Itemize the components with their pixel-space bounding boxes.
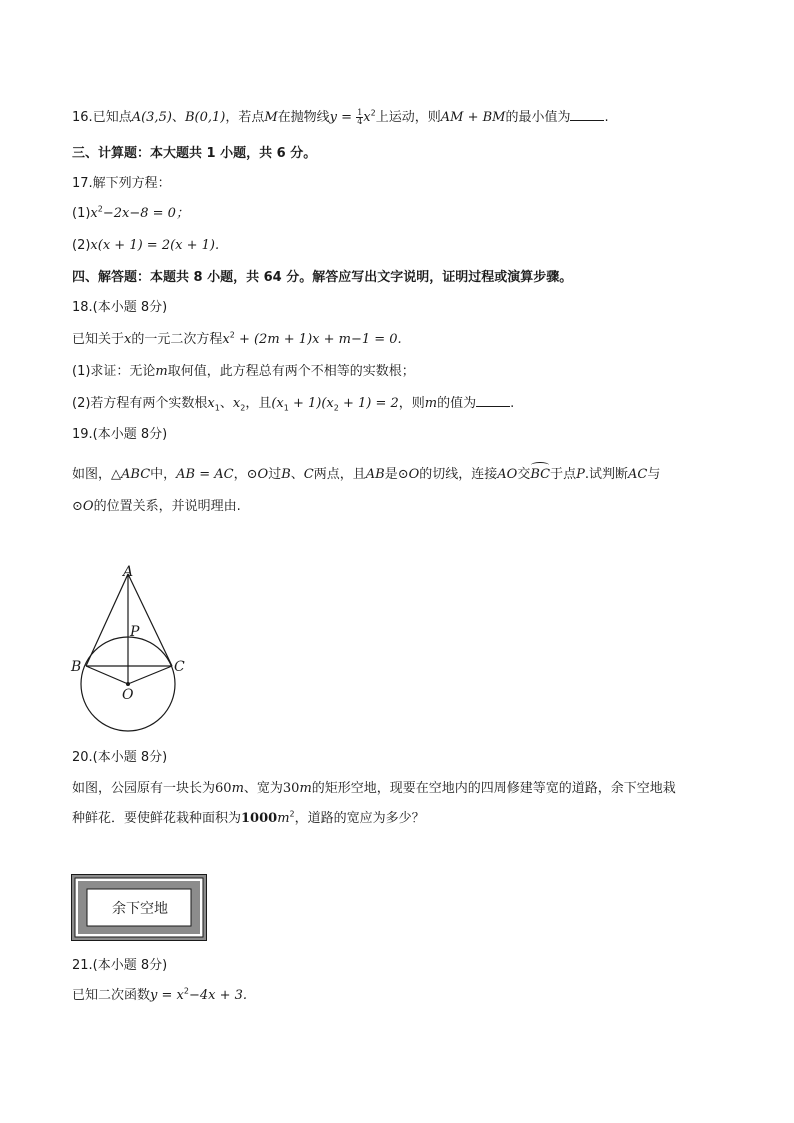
section-4-heading: 四、解答题：本题共 8 小题，共 64 分。解答应写出文字说明，证明过程或演算步骤。 [72,270,573,285]
point-b: B(0,1) [184,110,226,125]
q20-heading: 20.(本小题 8分) [72,750,168,765]
arc-bc: BC [530,465,550,485]
center-o-dot [126,682,130,686]
label-a: A [123,564,134,580]
q17-part2: (2)x(x + 1) = 2(x + 1). [72,238,220,253]
triangle-circle-figure [66,562,196,738]
remaining-land-label: 余下空地 [112,901,168,917]
q18-stem: 已知关于x的一元二次方程$x^2 + (2m + 1)x + m-1 = 0$. [72,330,402,347]
q19-heading: 19.(本小题 8分) [72,427,168,442]
q17-stem: 17.解下列方程： [72,176,171,191]
answer-blank [476,394,510,407]
segment-ac [128,574,172,666]
q18-part2: (2)若方程有两个实数根$x_1$、$x_2$，且$(x_1 + 1)(x_2 + 1) = 2$，则m的值为 . [72,396,515,413]
label-b: B [71,659,82,675]
q19-stem-line1: 如图，△ABC中，AB = AC，⊙O过B、C两点，且AB是⊙O的切线，连接AO交BC于点P.试判断AC与 [72,465,734,485]
fraction-one-quarter: $\frac{1}{4}$ [357,108,363,126]
q17-part1: $(1)x^2-2x-8 = 0$； [72,204,189,221]
q20-stem-line1: 如图，公园原有一块长为60m、宽为30m的矩形空地，现要在空地内的四周修建等宽的道路，余下空地栽 [72,781,676,796]
answer-blank [570,108,604,121]
label-p: P [130,624,140,640]
q19-stem-line2: ⊙O的位置关系，并说明理由. [72,499,241,514]
q18-part1: (1)求证：无论m取何值，此方程总有两个不相等的实数根； [72,364,415,379]
q16-number: 16. [72,110,93,125]
q16-line: 16.已知点A(3,5)、B(0,1)，若点M在抛物线y = $\frac{1}{4}$ $x^2$上运动，则AM + BM的最小值为 . [72,108,609,126]
segment-co [128,666,172,684]
label-o: O [122,687,134,703]
q21-heading: 21.(本小题 8分) [72,958,168,973]
segment-ab [86,574,128,666]
q21-stem: 已知二次函数$y = x^2-4x + 3$. [72,986,248,1003]
point-a: A(3,5) [131,110,172,125]
section-3-heading: 三、计算题：本大题共 1 小题，共 6 分。 [72,146,317,161]
label-c: C [174,659,185,675]
q18-heading: 18.(本小题 8分) [72,300,168,315]
segment-bo [86,666,128,684]
park-rectangle-figure [71,874,209,942]
q20-stem-line2: 种鲜花．要使鲜花栽种面积为$1000m^2$，道路的宽应为多少？ [72,809,425,826]
